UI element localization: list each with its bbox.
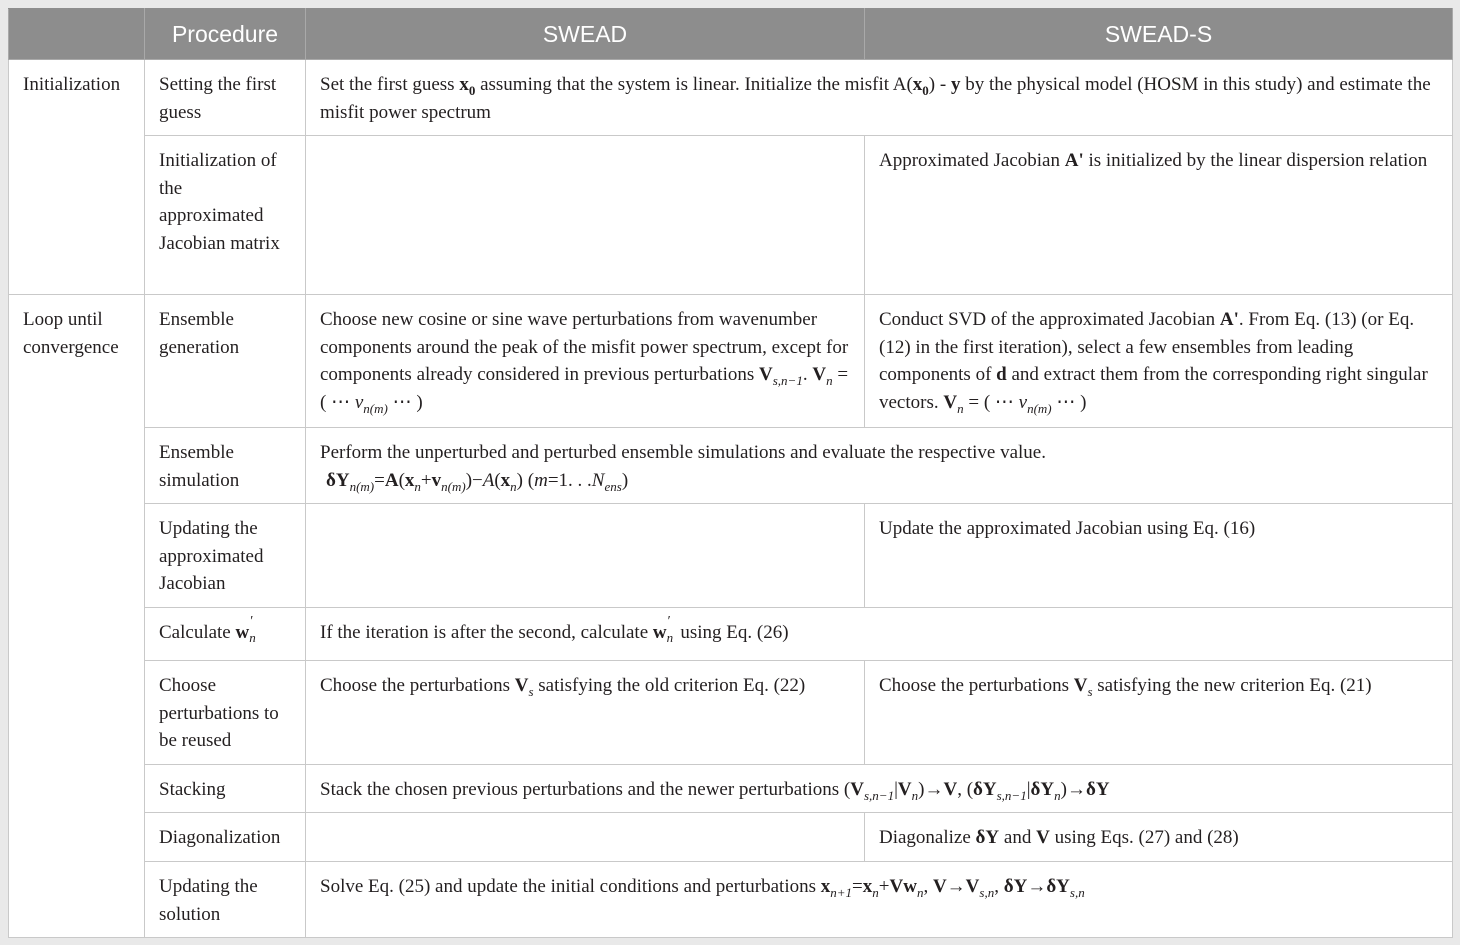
text-run: . xyxy=(802,364,813,385)
text-run: )− xyxy=(465,469,483,491)
bold-symbol: V xyxy=(850,779,864,800)
subscript: ens xyxy=(604,478,622,494)
text-run: )→ xyxy=(918,779,944,800)
subscript: 0 xyxy=(922,83,929,98)
row-calculate-w xyxy=(9,608,1453,661)
swead-s-cell xyxy=(865,661,1453,765)
text-run: , xyxy=(994,876,1004,897)
row-diagonalization xyxy=(9,813,1453,862)
bold-symbol: A' xyxy=(1064,150,1084,171)
merged-description-cell xyxy=(306,428,1453,504)
swead-s-cell xyxy=(865,136,1453,295)
procedure-cell: Updating the approximated Jacobian xyxy=(145,504,306,608)
procedure-cell: Initialization of the approximated Jacobian matrix xyxy=(145,136,306,295)
procedure-cell xyxy=(145,608,306,661)
subscript: s xyxy=(1087,684,1093,699)
text-run: + xyxy=(420,469,432,491)
text-run: =1. . . xyxy=(547,469,592,491)
bold-symbol: δY xyxy=(1046,876,1070,897)
subscript: n(m) xyxy=(1027,400,1052,416)
row-setting-first-guess xyxy=(9,60,1453,136)
prime-subscript-group xyxy=(249,614,258,645)
header-swead-s: SWEAD-S xyxy=(865,9,1453,60)
text-run: If the iteration is after the second, calculate xyxy=(320,622,653,643)
bold-symbol: x xyxy=(912,74,923,95)
procedure-cell: Ensemble simulation xyxy=(145,428,306,504)
bold-symbol: x xyxy=(459,74,469,95)
text-run: )→ xyxy=(1060,779,1086,800)
prime-mark: ′ xyxy=(667,614,671,629)
subscript: n(m) xyxy=(441,478,466,494)
text-run: = ( ⋯ xyxy=(963,391,1019,413)
text-run: Conduct SVD of the approximated Jacobian xyxy=(879,309,1220,330)
procedure-cell: Diagonalization xyxy=(145,813,306,862)
text-run: and xyxy=(999,827,1037,848)
procedure-cell: Setting the first guess xyxy=(145,60,306,136)
subscript: n xyxy=(666,630,674,645)
row-stacking xyxy=(9,765,1453,813)
merged-description-cell xyxy=(306,765,1453,813)
text-run: + xyxy=(878,876,890,897)
italic-symbol: N xyxy=(591,469,605,491)
text-run: Approximated Jacobian xyxy=(879,150,1065,171)
bold-symbol: V xyxy=(932,876,947,897)
merged-description-cell xyxy=(306,608,1453,661)
subscript: n xyxy=(957,400,964,416)
subscript: n(m) xyxy=(363,400,388,416)
equation-line xyxy=(320,467,1438,495)
bold-symbol: V xyxy=(759,364,773,385)
subscript: n xyxy=(510,478,517,494)
subscript: n xyxy=(911,788,919,803)
procedure-comparison-table xyxy=(8,8,1453,938)
bold-symbol: δY xyxy=(1085,779,1110,800)
swead-cell-empty xyxy=(306,136,865,295)
swead-s-cell xyxy=(865,813,1453,862)
bold-symbol: V xyxy=(1036,827,1050,848)
bold-symbol: V xyxy=(812,364,827,385)
header-procedure: Procedure xyxy=(145,9,306,60)
subscript: n xyxy=(872,885,879,900)
header-row xyxy=(9,9,1453,60)
bold-symbol: x xyxy=(404,469,415,491)
subscript: s,n xyxy=(979,885,995,900)
prime-mark: ′ xyxy=(250,614,254,629)
bold-symbol: δY xyxy=(326,469,350,491)
text-run: Stack the chosen previous perturbations and the newer perturbations ( xyxy=(320,779,851,800)
text-run: ) ( xyxy=(516,469,535,491)
bold-symbol: x xyxy=(820,876,831,897)
bold-symbol: δY xyxy=(975,827,1000,848)
text-run: is initialized by the linear dispersion relation xyxy=(1083,150,1428,171)
swead-s-cell: Update the approximated Jacobian using Eq. (16) xyxy=(865,504,1453,608)
header-swead: SWEAD xyxy=(306,9,865,60)
text-run: , ( xyxy=(957,779,974,800)
bold-symbol: w xyxy=(235,622,250,643)
text-run: ( xyxy=(494,469,501,491)
text-run: Solve Eq. (25) and update the initial conditions and perturbations xyxy=(320,876,821,897)
text-run: | xyxy=(894,779,898,800)
text-run: by the physical model (HOSM in this study) and estimate the misfit power spectrum xyxy=(320,74,1431,123)
procedure-cell: Ensemble generation xyxy=(145,295,306,428)
subscript: n(m) xyxy=(349,478,375,494)
bold-symbol: V xyxy=(1073,675,1088,696)
text-run: Choose new cosine or sine wave perturbations from wavenumber components around the peak of the misfit power spectrum, except for components already considered in previous perturbations xyxy=(320,309,849,385)
text-run: | xyxy=(1026,779,1031,800)
bold-symbol: V xyxy=(514,675,529,696)
subscript: n xyxy=(414,478,421,494)
italic-symbol: v xyxy=(354,391,364,413)
bold-symbol: δY xyxy=(973,779,997,800)
text-run: Set the first guess xyxy=(320,74,460,95)
text-run: satisfying the old criterion Eq. (22) xyxy=(533,675,806,696)
subscript: n xyxy=(916,885,924,900)
swead-cell xyxy=(306,661,865,765)
bold-symbol: V xyxy=(943,391,958,413)
text-run: using Eqs. (27) and (28) xyxy=(1049,827,1239,848)
text-run: using Eq. (26) xyxy=(675,622,789,643)
text-run: → xyxy=(1027,876,1047,897)
text-run: , xyxy=(923,876,933,897)
bold-symbol: V xyxy=(943,779,958,800)
bold-symbol: d xyxy=(996,364,1007,385)
bold-symbol: A' xyxy=(1219,309,1239,330)
text-run: Calculate xyxy=(159,622,236,643)
text-run: and extract them from the corresponding right singular vectors. xyxy=(879,364,1428,413)
subscript: s,n−1 xyxy=(864,788,895,803)
procedure-cell: Stacking xyxy=(145,765,306,813)
text-run: = ( ⋯ xyxy=(320,364,849,413)
text-run: assuming that the system is linear. Initialize the misfit A( xyxy=(475,74,913,95)
row-choose-perturbations xyxy=(9,661,1453,765)
text-run: ) xyxy=(621,469,629,491)
subscript: n xyxy=(1054,788,1061,803)
merged-description-cell xyxy=(306,862,1453,938)
merged-description-cell xyxy=(306,60,1453,136)
bold-symbol: V xyxy=(897,779,912,800)
text-run: satisfying the new criterion Eq. (21) xyxy=(1092,675,1372,696)
procedure-cell: Updating the solution xyxy=(145,862,306,938)
subscript: s xyxy=(528,684,534,699)
subscript: s,n xyxy=(1069,885,1085,900)
subscript: s,n−1 xyxy=(996,788,1027,803)
text-run: Choose the perturbations xyxy=(879,675,1074,696)
text-run: → xyxy=(946,876,966,897)
description-line: Perform the unperturbed and perturbed ensemble simulations and evaluate the respective value. xyxy=(320,442,1046,463)
text-run: ( xyxy=(398,469,405,491)
subscript: s,n−1 xyxy=(772,373,803,388)
row-updating-jacobian xyxy=(9,504,1453,608)
bold-symbol: V xyxy=(965,876,980,897)
bold-symbol: δY xyxy=(1030,779,1055,800)
text-run: ⋯ ) xyxy=(387,391,423,413)
subscript: n xyxy=(826,373,833,388)
text-run: = xyxy=(374,469,385,491)
bold-symbol: Vw xyxy=(889,876,917,897)
text-run: = xyxy=(852,876,863,897)
bold-symbol: A xyxy=(384,469,399,491)
swead-cell-empty xyxy=(306,504,865,608)
bold-symbol: δY xyxy=(1003,876,1028,897)
text-run: ) - xyxy=(928,74,951,95)
subscript: n xyxy=(249,630,256,645)
italic-symbol: m xyxy=(534,469,548,491)
bold-symbol: y xyxy=(950,74,961,95)
subscript: n+1 xyxy=(830,885,853,900)
row-updating-solution xyxy=(9,862,1453,938)
row-ensemble-simulation xyxy=(9,428,1453,504)
text-run: Choose the perturbations xyxy=(320,675,515,696)
group-label-loop: Loop until convergence xyxy=(9,295,145,938)
row-initialization-jacobian xyxy=(9,136,1453,295)
italic-symbol: v xyxy=(1018,391,1028,413)
row-ensemble-generation xyxy=(9,295,1453,428)
swead-s-cell xyxy=(865,295,1453,428)
italic-symbol: A xyxy=(482,469,495,491)
swead-cell xyxy=(306,295,865,428)
procedure-cell: Choose perturbations to be reused xyxy=(145,661,306,765)
text-run: . From Eq. (13) (or Eq. (12) in the first iteration), select a few ensembles from leading components of xyxy=(879,309,1415,385)
prime-subscript-group xyxy=(666,614,676,645)
text-run: ⋯ ) xyxy=(1051,391,1087,413)
bold-symbol: x xyxy=(500,469,511,491)
bold-symbol: w xyxy=(652,622,667,643)
bold-symbol: v xyxy=(431,469,442,491)
swead-cell-empty xyxy=(306,813,865,862)
header-blank-cell xyxy=(9,9,145,60)
subscript: 0 xyxy=(468,83,476,98)
text-run: Diagonalize xyxy=(879,827,976,848)
group-label-initialization: Initialization xyxy=(9,60,145,295)
bold-symbol: x xyxy=(862,876,873,897)
